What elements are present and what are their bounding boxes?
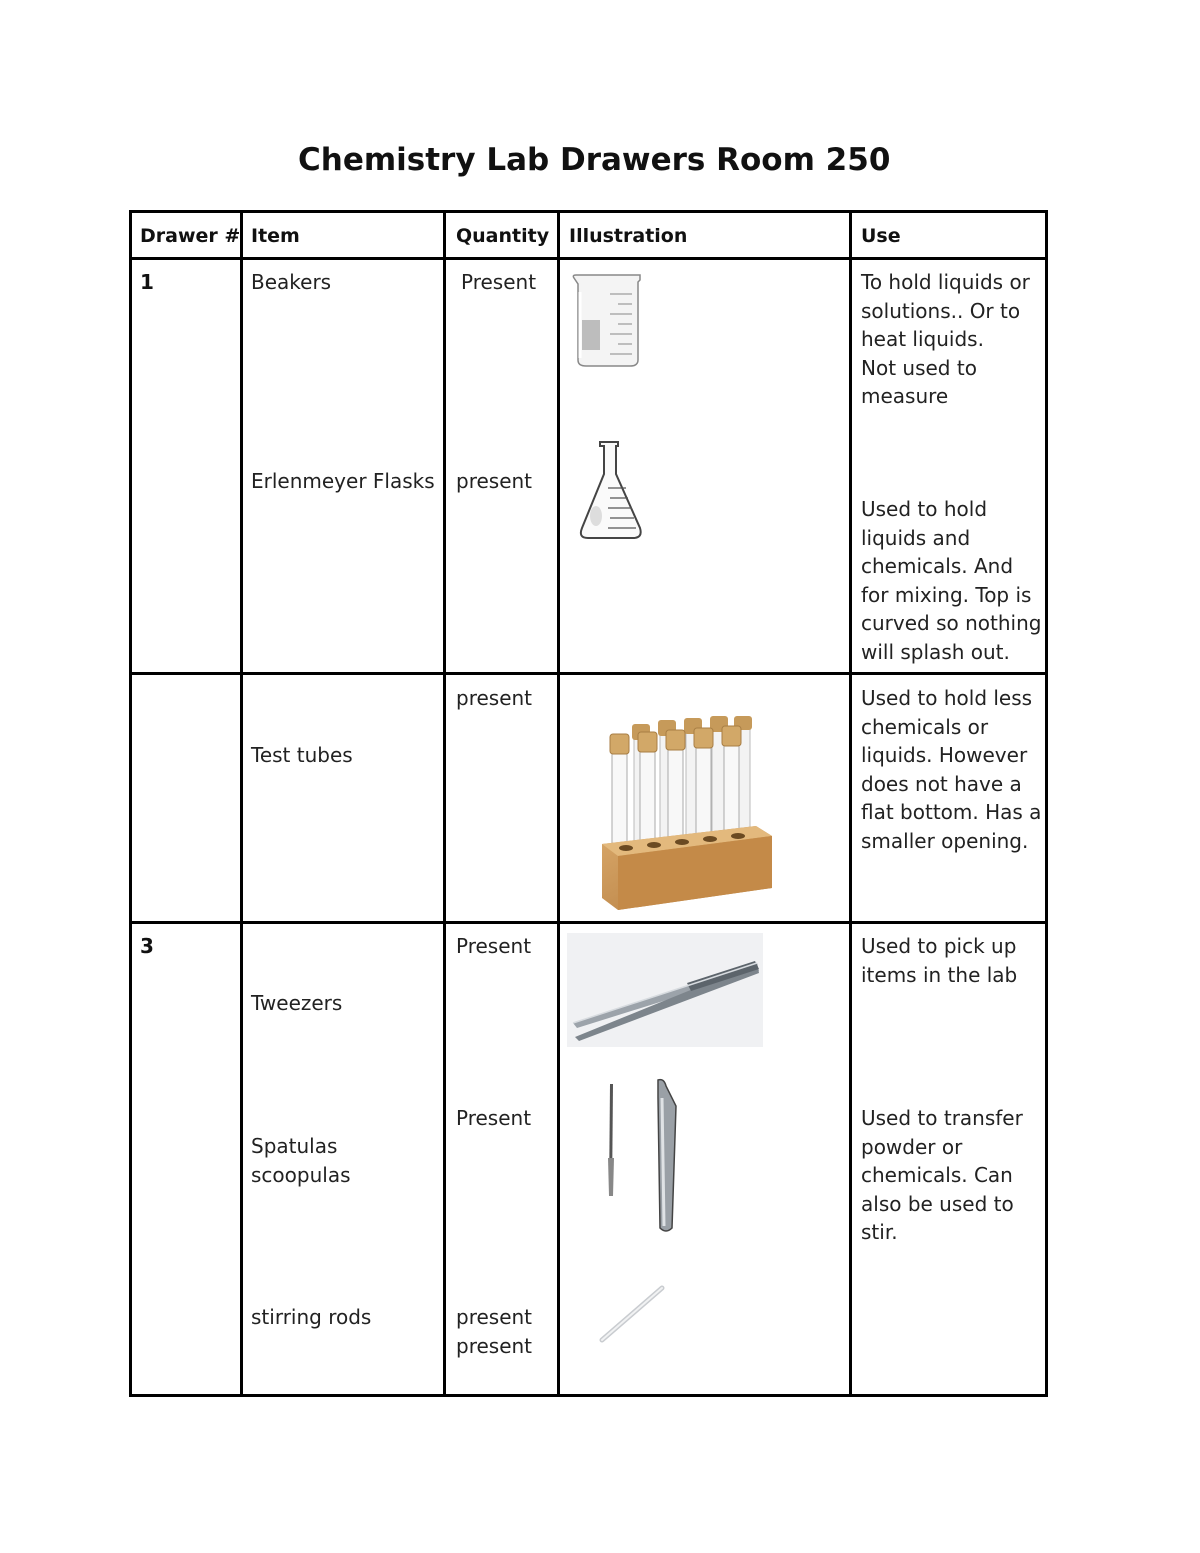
quantity-test-tubes: present [456,686,533,710]
tweezers-icon [567,933,763,1047]
item-stirring-rods: stirring rods [251,1305,372,1329]
use-erlenmeyer-flasks: Used to hold liquids and chemicals. And for mixing. Top is curved so nothing will splash out. [861,497,1042,664]
table-border-bottom [129,1394,1048,1397]
beaker-icon [570,272,646,370]
use-tweezers: Used to pick up items in the lab [861,934,1018,987]
use-spatulas: Used to transfer powder or chemicals. Can also be used to stir. [861,1106,1023,1244]
header-quantity: Quantity [456,225,550,247]
item-spatulas: Spatulas scoopulas [251,1134,351,1187]
table-border-right [1045,210,1048,1397]
header-item: Item [251,225,300,247]
quantity-stirring-rods: present present [456,1305,533,1358]
header-drawer: Drawer # [140,225,241,247]
drawer-number: 1 [140,270,154,294]
use-beakers: To hold liquids or solutions.. Or to heat liquids. Not used to measure [861,270,1030,408]
item-tweezers: Tweezers [251,991,343,1015]
quantity-erlenmeyer-flasks: present [456,469,533,493]
table-border-top [129,210,1048,213]
use-test-tubes: Used to hold less chemicals or liquids. However does not have a flat bottom. Has a smaller opening. [861,686,1042,853]
header-illustration: Illustration [569,225,688,247]
column-divider [240,210,243,1397]
page-title: Chemistry Lab Drawers Room 250 [298,142,891,178]
quantity-beakers: Present [461,270,537,294]
quantity-tweezers: Present [456,934,532,958]
item-erlenmeyer-flasks: Erlenmeyer Flasks [251,469,435,493]
test-tube-rack-icon [596,716,776,912]
column-divider [557,210,560,1397]
quantity-spatulas: Present [456,1106,532,1130]
erlenmeyer-flask-icon [578,438,648,542]
row-divider [129,921,1048,924]
stirring-rod-icon [598,1284,670,1346]
header-use: Use [861,225,901,247]
spatula-icon [596,1078,682,1234]
column-divider [849,210,852,1397]
item-test-tubes: Test tubes [251,743,353,767]
header-divider [129,257,1048,260]
table-border-left [129,210,132,1397]
row-divider [129,672,1048,675]
column-divider [443,210,446,1397]
item-beakers: Beakers [251,270,332,294]
drawer-number: 3 [140,934,154,958]
